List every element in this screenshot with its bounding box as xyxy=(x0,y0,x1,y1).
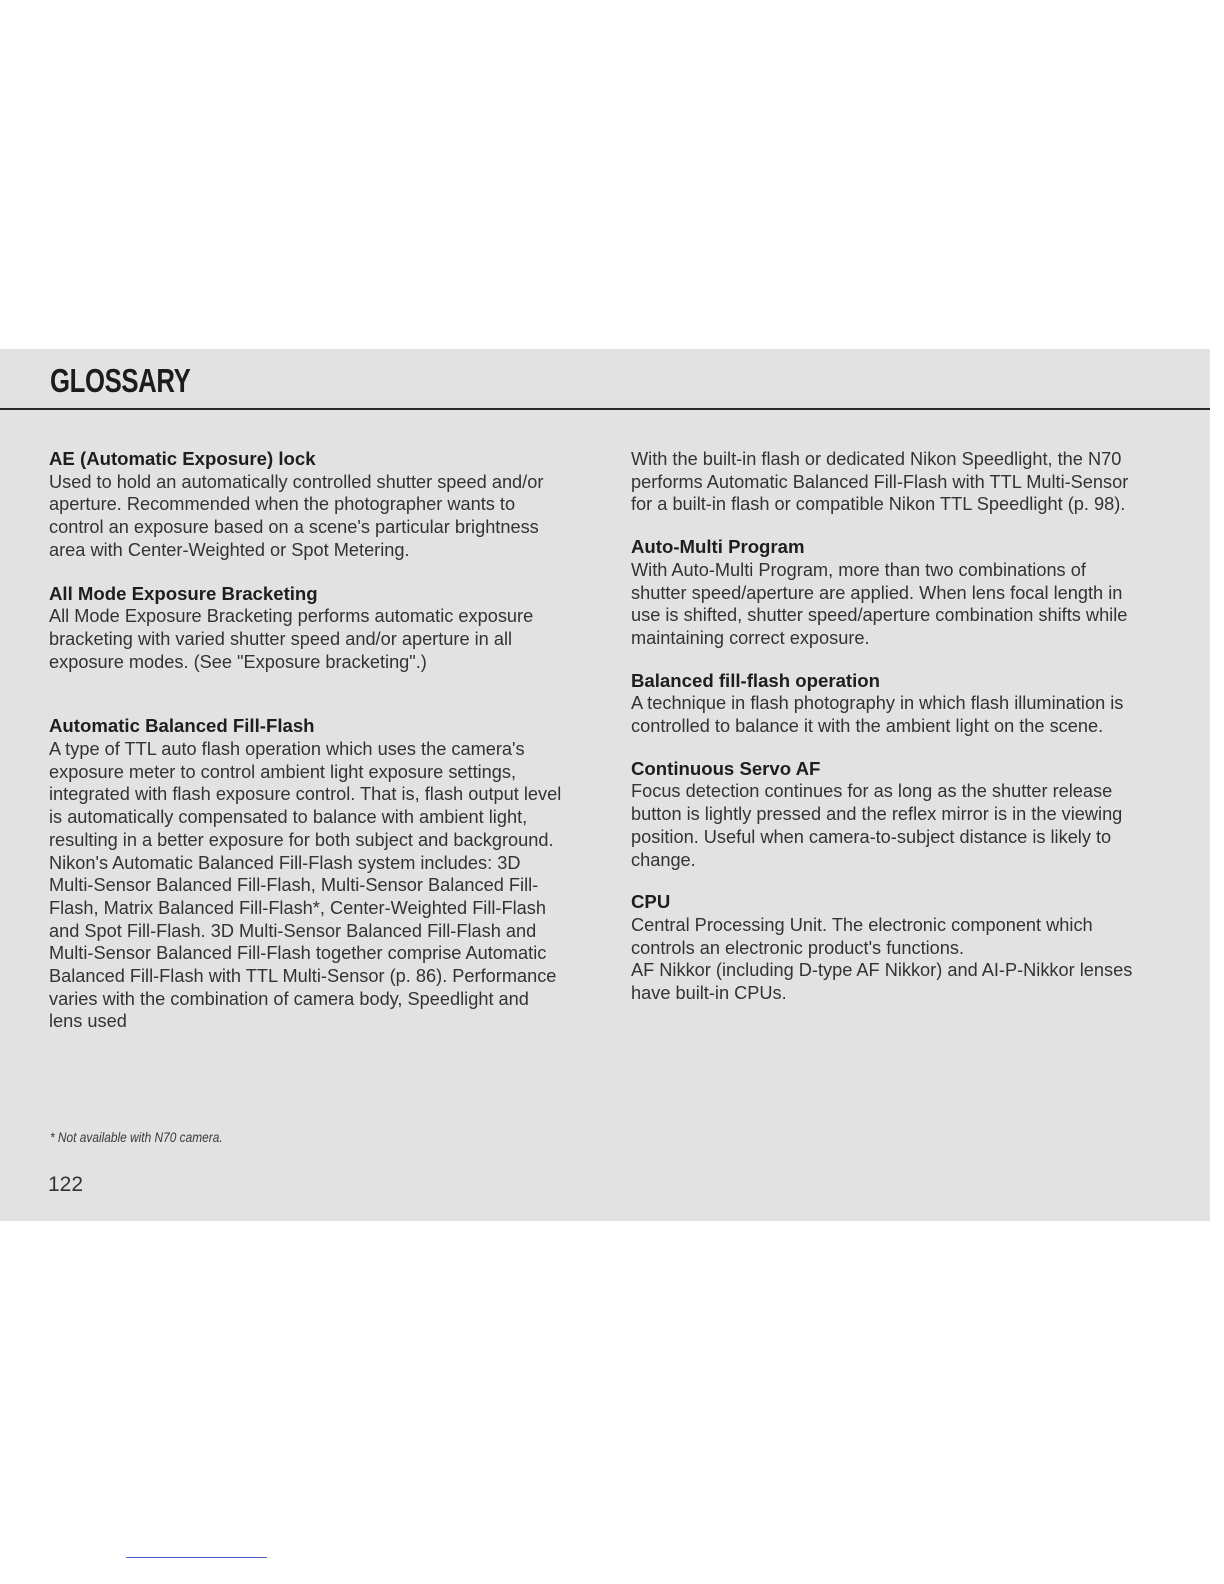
definition-line: Central Processing Unit. The electronic component which xyxy=(631,914,1093,935)
entry-definition xyxy=(631,780,1171,871)
entry-definition xyxy=(631,692,1171,737)
definition-line: exposure modes. (See "Exposure bracketing".) xyxy=(49,651,427,672)
definition-line: A technique in flash photography in which flash illumination is xyxy=(631,693,1124,714)
entry-definition xyxy=(49,605,604,673)
definition-line: Nikon's Automatic Balanced Fill-Flash system includes: 3D xyxy=(49,852,521,873)
left-column xyxy=(49,448,604,1033)
definition-line: is automatically compensated to balance with ambient light, xyxy=(49,807,528,828)
glossary-entry-automatic-balanced-fill-flash xyxy=(49,715,604,1033)
definition-line: and Spot Fill-Flash. 3D Multi-Sensor Balanced Fill-Flash and xyxy=(49,920,537,941)
definition-line: lens used xyxy=(49,1011,127,1032)
definition-line: Multi-Sensor Balanced Fill-Flash together comprise Automatic xyxy=(49,943,547,964)
entry-term: CPU xyxy=(631,891,671,913)
glossary-entry-balanced-fill-flash-operation xyxy=(631,670,1171,738)
page-title: GLOSSARY xyxy=(50,362,191,399)
entry-term: Automatic Balanced Fill-Flash xyxy=(49,715,315,737)
definition-line: controls an electronic product's functions. xyxy=(631,937,965,958)
definition-line: shutter speed/aperture are applied. When lens focal length in xyxy=(631,582,1123,603)
definition-line: AF Nikkor (including D-type AF Nikkor) and AI-P-Nikkor lenses xyxy=(631,960,1133,981)
definition-line: have built-in CPUs. xyxy=(631,983,787,1004)
definition-line: integrated with flash exposure control. That is, flash output level xyxy=(49,784,562,805)
definition-line: With the built-in flash or dedicated Nikon Speedlight, the N70 xyxy=(631,449,1122,469)
definition-line: A type of TTL auto flash operation which uses the camera's xyxy=(49,739,525,760)
glossary-entry-all-mode-bracketing xyxy=(49,583,604,674)
definition-line: for a built-in flash or compatible Nikon TTL Speedlight (p. 98). xyxy=(631,494,1126,515)
definition-line: exposure meter to control ambient light exposure settings, xyxy=(49,761,517,782)
definition-line: Used to hold an automatically controlled shutter speed and/or xyxy=(49,471,544,492)
entry-term: Auto-Multi Program xyxy=(631,536,805,558)
definition-line: control an exposure based on a scene's particular brightness xyxy=(49,517,539,538)
definition-line: performs Automatic Balanced Fill-Flash with TTL Multi-Sensor xyxy=(631,471,1129,492)
definition-line: button is lightly pressed and the reflex mirror is in the viewing xyxy=(631,804,1123,825)
glossary-entry-continuous-servo-af xyxy=(631,758,1171,872)
glossary-entry-cpu xyxy=(631,891,1171,1005)
entry-definition xyxy=(631,914,1171,1005)
definition-line: Flash, Matrix Balanced Fill-Flash*, Center-Weighted Fill-Flash xyxy=(49,897,546,918)
definition-line: use is shifted, shutter speed/aperture combination shifts while xyxy=(631,605,1128,626)
definition-line: area with Center-Weighted or Spot Metering. xyxy=(49,539,410,560)
definition-line: Focus detection continues for as long as the shutter release xyxy=(631,781,1113,802)
entry-term: All Mode Exposure Bracketing xyxy=(49,582,318,604)
footnote: * Not available with N70 camera. xyxy=(50,1129,223,1145)
definition-line: position. Useful when camera-to-subject distance is likely to xyxy=(631,826,1112,847)
entry-term: Continuous Servo AF xyxy=(631,757,821,779)
definition-line: controlled to balance it with the ambient light on the scene. xyxy=(631,716,1104,737)
definition-line: change. xyxy=(631,849,696,870)
continued-definition xyxy=(631,448,1171,516)
blue-underline-mark xyxy=(126,1557,267,1558)
definition-line: All Mode Exposure Bracketing performs automatic exposure xyxy=(49,606,534,627)
definition-line: With Auto-Multi Program, more than two combinations of xyxy=(631,559,1086,580)
definition-line: bracketing with varied shutter speed and/or aperture in all xyxy=(49,628,513,649)
glossary-entry-auto-multi-program xyxy=(631,536,1171,650)
definition-line: Balanced Fill-Flash with TTL Multi-Sensor (p. 86). Performance xyxy=(49,966,557,987)
definition-line: maintaining correct exposure. xyxy=(631,627,870,648)
definition-line: aperture. Recommended when the photographer wants to xyxy=(49,494,516,515)
entry-term: AE (Automatic Exposure) lock xyxy=(49,448,316,469)
entry-definition xyxy=(49,471,604,562)
definition-line: varies with the combination of camera body, Speedlight and xyxy=(49,988,529,1009)
definition-line: resulting in a better exposure for both subject and background. xyxy=(49,829,554,850)
glossary-entry-ae-lock xyxy=(49,448,604,562)
page-number: 122 xyxy=(48,1173,84,1196)
entry-definition xyxy=(631,559,1171,650)
right-column xyxy=(631,448,1171,1005)
entry-term: Balanced fill-flash operation xyxy=(631,669,880,691)
definition-line: Multi-Sensor Balanced Fill-Flash, Multi-Sensor Balanced Fill- xyxy=(49,875,539,896)
title-rule xyxy=(0,408,1210,410)
entry-definition xyxy=(49,738,604,1033)
